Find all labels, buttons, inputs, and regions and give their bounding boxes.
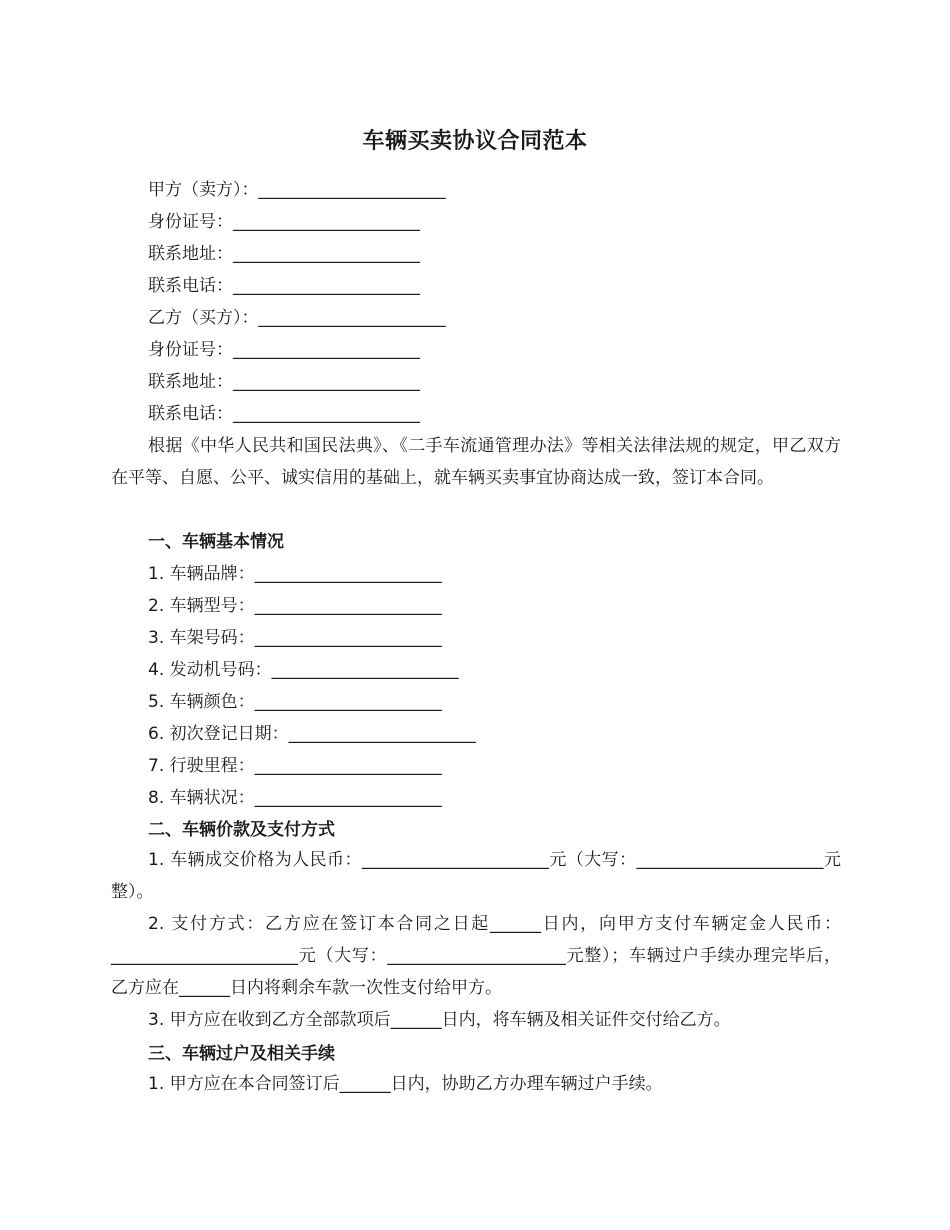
section3-heading: 三、车辆过户及相关手续: [148, 1044, 335, 1064]
vehicle-model-field: 2. 车辆型号：______________________: [148, 596, 442, 616]
vehicle-vin-field: 3. 车架号码：______________________: [148, 628, 442, 648]
intro-paragraph: 根据《中华人民共和国民法典》、《二手车流通管理办法》等相关法律法规的规定，甲乙双方在平等、自愿、公平、诚实信用的基础上，就车辆买卖事宜协商达成一致，签订本合同。: [111, 436, 841, 488]
first-registration-date-field: 6. 初次登记日期：______________________: [148, 724, 476, 744]
document-title: 车辆买卖协议合同范本: [362, 129, 588, 154]
mileage-field: 7. 行驶里程：______________________: [148, 756, 442, 776]
section2-heading: 二、车辆价款及支付方式: [148, 820, 335, 840]
party-a-id-field: 身份证号：______________________: [148, 212, 420, 232]
party-b-id-field: 身份证号：______________________: [148, 340, 420, 360]
party-b-phone-field: 联系电话：______________________: [148, 404, 420, 424]
party-b-address-field: 联系地址：______________________: [148, 372, 420, 392]
price-paragraph: 1. 车辆成交价格为人民币：______________________元（大写：______________________元整）。: [111, 850, 841, 902]
payment-method-paragraph: 2. 支付方式：乙方应在签订本合同之日起______日内，向甲方支付车辆定金人民币：______________________元（大写：_____________________元整）；车辆过户手续办理完毕后，乙方应在______日内将剩余车款一次性支付给甲方。: [111, 914, 841, 998]
party-a-name-field: 甲方（卖方）：______________________: [148, 180, 446, 200]
transfer-paragraph: 1. 甲方应在本合同签订后______日内，协助乙方办理车辆过户手续。: [148, 1074, 663, 1094]
section1-heading: 一、车辆基本情况: [148, 532, 284, 552]
delivery-paragraph: 3. 甲方应在收到乙方全部款项后______日内，将车辆及相关证件交付给乙方。: [148, 1010, 731, 1030]
vehicle-color-field: 5. 车辆颜色：______________________: [148, 692, 442, 712]
vehicle-brand-field: 1. 车辆品牌：______________________: [148, 564, 442, 584]
party-a-address-field: 联系地址：______________________: [148, 244, 420, 264]
engine-number-field: 4. 发动机号码：______________________: [148, 660, 459, 680]
party-b-name-field: 乙方（买方）：______________________: [148, 308, 446, 328]
vehicle-condition-field: 8. 车辆状况：______________________: [148, 788, 442, 808]
party-a-phone-field: 联系电话：______________________: [148, 276, 420, 296]
